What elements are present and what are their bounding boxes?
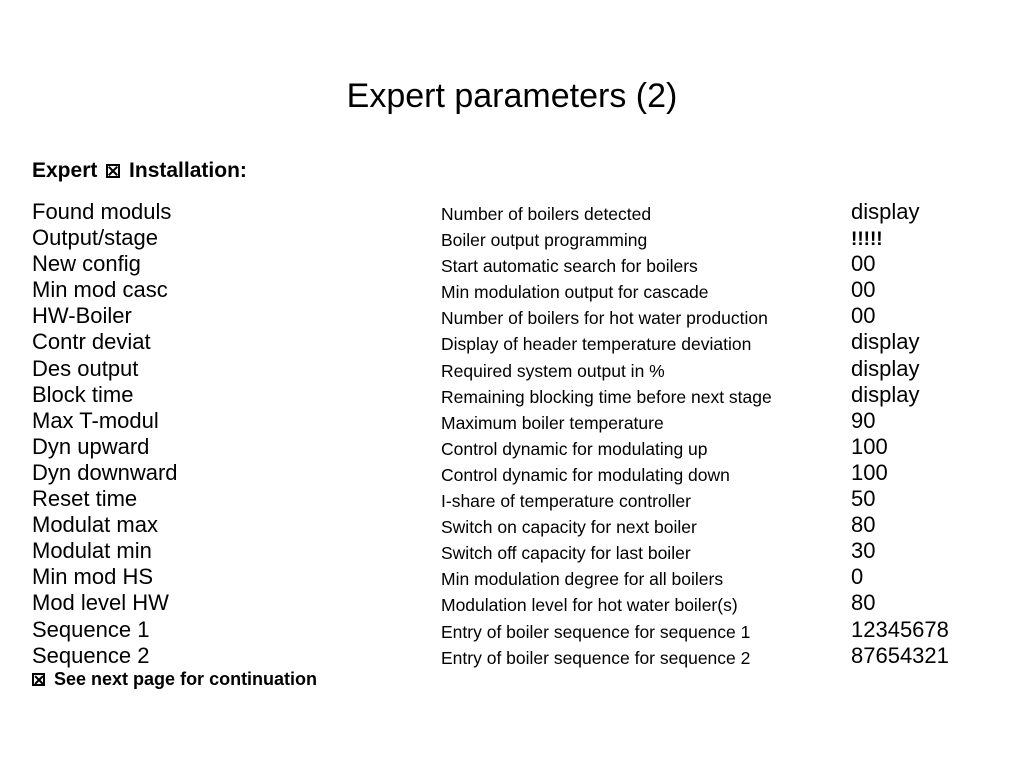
- parameter-value: display: [851, 355, 920, 381]
- parameter-row: [32, 460, 992, 486]
- parameter-value: 30: [851, 538, 876, 564]
- page-title: Expert parameters (2): [346, 77, 678, 115]
- parameter-name: HW-Boiler: [32, 303, 132, 329]
- parameter-description: Remaining blocking time before next stage: [441, 386, 772, 407]
- parameter-name: Mod level HW: [32, 590, 169, 616]
- parameter-value: 90: [851, 407, 876, 433]
- parameter-name: Sequence 2: [32, 642, 150, 668]
- parameter-value: 12345678: [851, 616, 949, 642]
- parameter-value: 80: [851, 512, 876, 538]
- checkbox-x-icon: [106, 164, 120, 178]
- continuation-text: See next page for continuation: [54, 669, 318, 689]
- parameter-description: I-share of temperature controller: [441, 491, 691, 512]
- parameter-description: Control dynamic for modulating up: [441, 438, 708, 459]
- parameter-description: Min modulation output for cascade: [441, 282, 709, 303]
- parameter-description: Entry of boiler sequence for sequence 1: [441, 621, 751, 642]
- parameter-name: Dyn downward: [32, 459, 178, 485]
- parameter-row: [32, 486, 992, 512]
- parameter-value: 0: [851, 564, 864, 590]
- parameter-description: Display of header temperature deviation: [441, 334, 752, 355]
- parameter-description: Start automatic search for boilers: [441, 256, 698, 277]
- parameter-name: Block time: [32, 381, 134, 407]
- parameter-description: Number of boilers for hot water production: [441, 308, 768, 329]
- parameter-row: [32, 356, 992, 382]
- parameter-name: Modulat max: [32, 512, 158, 538]
- parameter-row: [32, 251, 992, 277]
- parameter-value: 100: [851, 433, 888, 459]
- section-heading: [32, 158, 247, 184]
- parameter-description: Entry of boiler sequence for sequence 2: [441, 647, 751, 668]
- parameter-row: [32, 329, 992, 355]
- parameter-name: Output/stage: [32, 225, 158, 251]
- parameter-name: Reset time: [32, 486, 138, 512]
- parameter-row: [32, 225, 992, 251]
- parameter-value: !!!!!: [851, 229, 883, 251]
- parameter-value: 80: [851, 590, 876, 616]
- parameter-name: New config: [32, 251, 141, 277]
- parameter-name: Sequence 1: [32, 616, 150, 642]
- parameter-value: 50: [851, 486, 876, 512]
- continuation-note: [32, 668, 317, 690]
- parameter-name: Dyn upward: [32, 433, 150, 459]
- parameter-name: Contr deviat: [32, 329, 151, 355]
- parameter-row: [32, 617, 992, 643]
- parameter-row: [32, 303, 992, 329]
- parameter-value: 100: [851, 459, 888, 485]
- parameter-value: 00: [851, 303, 876, 329]
- parameter-description: Min modulation degree for all boilers: [441, 569, 724, 590]
- parameter-row: [32, 199, 992, 225]
- checkbox-x-icon: [32, 673, 45, 686]
- parameter-name: Found moduls: [32, 199, 172, 224]
- parameter-value: display: [851, 381, 920, 407]
- parameter-row: [32, 512, 992, 538]
- parameter-name: Des output: [32, 355, 139, 381]
- parameter-description: Modulation level for hot water boiler(s): [441, 595, 738, 616]
- parameter-row: [32, 564, 992, 590]
- parameter-value: display: [851, 329, 920, 355]
- parameter-name: Max T-modul: [32, 407, 159, 433]
- parameter-description: Control dynamic for modulating down: [441, 464, 730, 485]
- parameter-row: [32, 382, 992, 408]
- parameter-description: Required system output in %: [441, 360, 665, 381]
- parameter-description: Maximum boiler temperature: [441, 412, 664, 433]
- section-prefix: Expert: [32, 159, 98, 182]
- parameter-row: [32, 538, 992, 564]
- parameter-row: [32, 408, 992, 434]
- parameter-value: 00: [851, 251, 876, 277]
- parameter-row: [32, 590, 992, 616]
- parameter-name: Modulat min: [32, 538, 152, 564]
- parameter-row: [32, 643, 992, 669]
- parameter-description: Switch on capacity for next boiler: [441, 517, 697, 538]
- parameter-name: Min mod casc: [32, 277, 168, 303]
- parameter-row: [32, 434, 992, 460]
- parameter-value: 87654321: [851, 642, 949, 668]
- parameter-description: Boiler output programming: [441, 230, 648, 251]
- section-label: Installation:: [129, 159, 247, 182]
- parameter-value: 00: [851, 277, 876, 303]
- parameter-list: [32, 199, 992, 669]
- parameter-row: [32, 277, 992, 303]
- parameter-value: display: [851, 199, 920, 224]
- parameter-name: Min mod HS: [32, 564, 154, 590]
- parameter-description: Switch off capacity for last boiler: [441, 543, 691, 564]
- parameter-description: Number of boilers detected: [441, 204, 652, 224]
